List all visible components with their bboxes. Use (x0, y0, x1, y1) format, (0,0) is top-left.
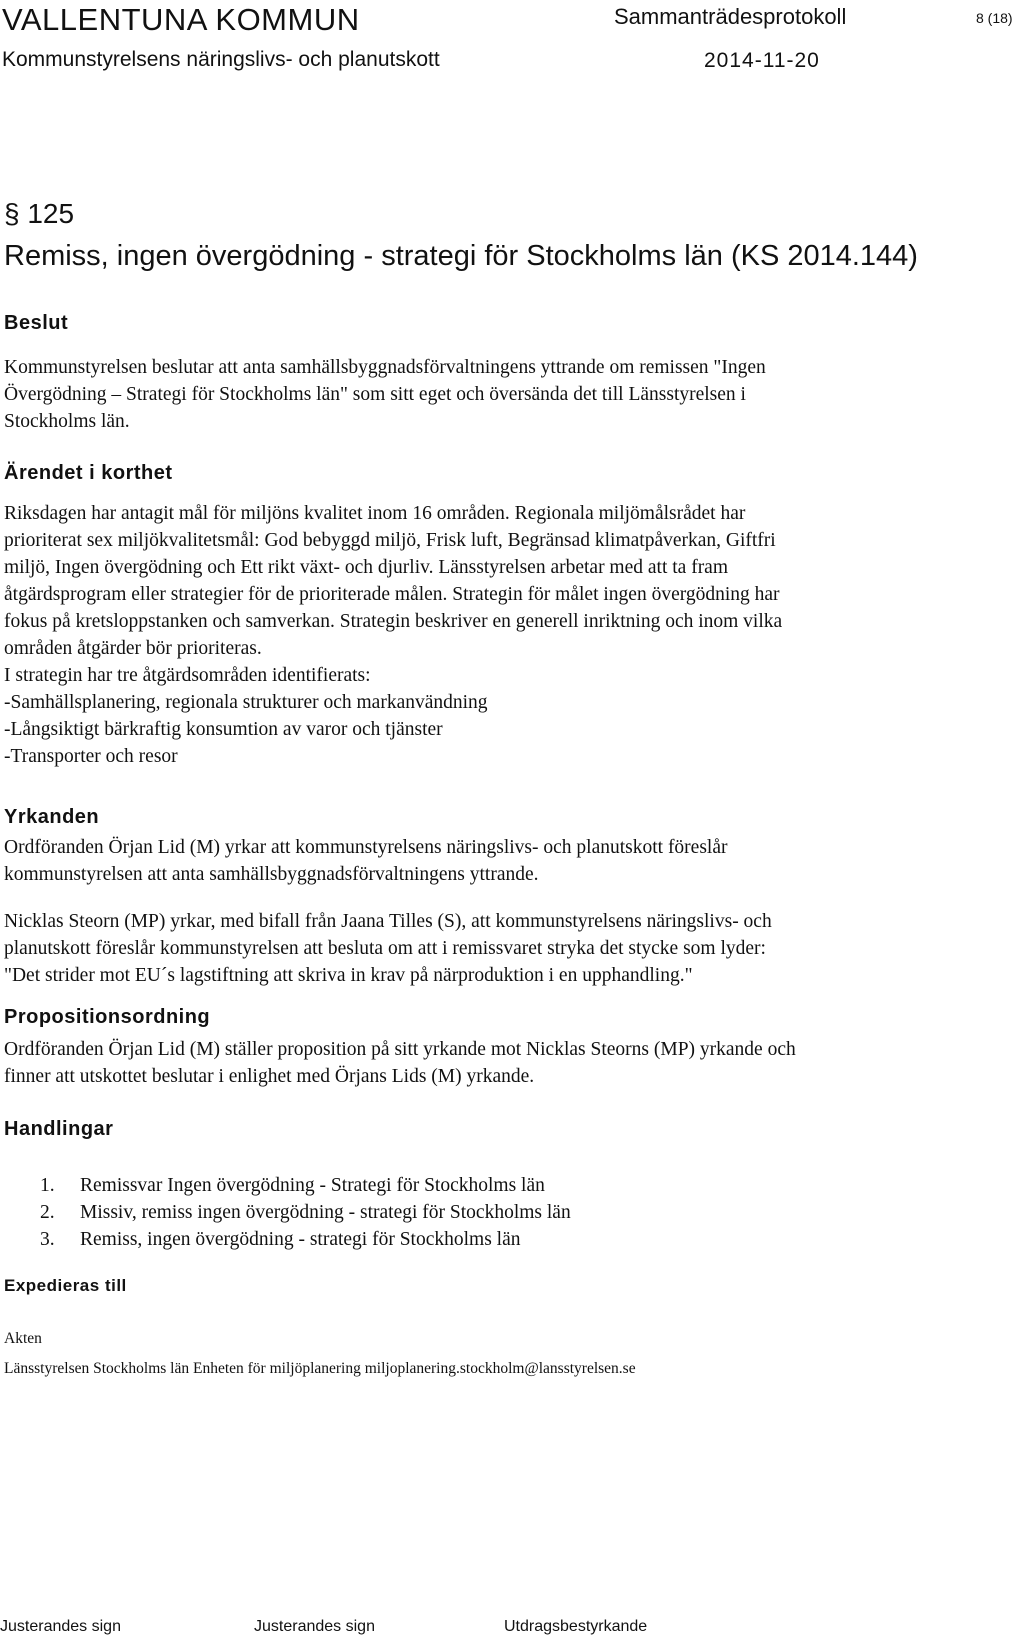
page-number: 8 (18) (976, 10, 1013, 26)
text-line: kommunstyrelsen att anta samhällsbyggnadsförvaltningens yttrande. (4, 864, 539, 885)
recipient-akten: Akten (4, 1330, 42, 1347)
yrkanden-text-1 (4, 834, 994, 888)
list-text: Remiss, ingen övergödning - strategi för Stockholms län (80, 1229, 521, 1250)
text-line: finner att utskottet beslutar i enlighet med Örjans Lids (M) yrkande. (4, 1066, 535, 1087)
text-line: "Det strider mot EU´s lagstiftning att skriva in krav på närproduktion i en upphandling." (4, 965, 693, 986)
heading-yrkanden: Yrkanden (4, 806, 100, 828)
text-line: I strategin har tre åtgärdsområden identifierats: (4, 665, 371, 686)
committee-name: Kommunstyrelsens näringslivs- och planutskott (2, 48, 440, 71)
text-line: Ordföranden Örjan Lid (M) ställer proposition på sitt yrkande mot Nicklas Steorns (MP) yrkande och (4, 1039, 796, 1060)
list-item (40, 1199, 571, 1226)
meeting-date: 2014-11-20 (704, 49, 820, 72)
text-line: Nicklas Steorn (MP) yrkar, med bifall från Jaana Tilles (S), att kommunstyrelsens näringslivs- och (4, 911, 772, 932)
signature-label-1: Justerandes sign (0, 1618, 121, 1635)
yrkanden-text-2 (4, 908, 994, 989)
heading-handlingar: Handlingar (4, 1118, 114, 1140)
extract-certification-label: Utdragsbestyrkande (504, 1618, 648, 1635)
text-line: -Långsiktigt bärkraftig konsumtion av varor och tjänster (4, 719, 443, 740)
propositionsordning-text (4, 1036, 994, 1090)
text-line: -Transporter och resor (4, 746, 178, 767)
list-text: Missiv, remiss ingen övergödning - strategi för Stockholms län (80, 1202, 571, 1223)
document-type: Sammanträdesprotokoll (614, 4, 847, 29)
arendet-text (4, 500, 994, 770)
list-item (40, 1172, 571, 1199)
text-line: miljö, Ingen övergödning och Ett rikt växt- och djurliv. Länsstyrelsen arbetar med att ta fram (4, 557, 729, 578)
beslut-text (4, 354, 994, 435)
heading-expedieras: Expedieras till (4, 1276, 127, 1295)
text-line: Ordföranden Örjan Lid (M) yrkar att kommunstyrelsens näringslivs- och planutskott föreslår (4, 837, 728, 858)
list-number: 3. (40, 1229, 55, 1250)
heading-propositionsordning: Propositionsordning (4, 1006, 211, 1028)
heading-arendet: Ärendet i korthet (4, 462, 173, 484)
text-line: Övergödning – Strategi för Stockholms län" som sitt eget och översända det till Länsstyrelsen i (4, 384, 746, 405)
text-line: områden åtgärder bör prioriteras. (4, 638, 262, 659)
list-item (40, 1226, 571, 1253)
recipient-lansstyrelsen: Länsstyrelsen Stockholms län Enheten för miljöplanering miljoplanering.stockholm@lansstyrelsen.se (4, 1360, 636, 1377)
section-title: Remiss, ingen övergödning - strategi för Stockholms län (KS 2014.144) (4, 240, 918, 272)
organization-name: VALLENTUNA KOMMUN (2, 2, 360, 37)
heading-beslut: Beslut (4, 312, 69, 334)
text-line: planutskott föreslår kommunstyrelsen att besluta om att i remissvaret stryka det stycke som lyder: (4, 938, 766, 959)
text-line: åtgärdsprogram eller strategier för de prioriterade målen. Strategin för målet ingen övergödning har (4, 584, 780, 605)
list-number: 1. (40, 1175, 55, 1196)
text-line: Stockholms län. (4, 411, 130, 432)
text-line: fokus på kretsloppstanken och samverkan. Strategin beskriver en generell inriktning och inom vilka (4, 611, 783, 632)
list-number: 2. (40, 1202, 55, 1223)
signature-label-2: Justerandes sign (254, 1618, 375, 1635)
text-line: Kommunstyrelsen beslutar att anta samhällsbyggnadsförvaltningens yttrande om remissen "Ingen (4, 357, 766, 378)
handlingar-list (40, 1172, 571, 1253)
paragraph-number: § 125 (4, 198, 75, 229)
text-line: Riksdagen har antagit mål för miljöns kvalitet inom 16 områden. Regionala miljömålsrådet har (4, 503, 746, 524)
text-line: -Samhällsplanering, regionala strukturer och markanvändning (4, 692, 488, 713)
text-line: prioriterat sex miljökvalitetsmål: God bebyggd miljö, Frisk luft, Begränsad klimatpåverkan, Giftfri (4, 530, 776, 551)
list-text: Remissvar Ingen övergödning - Strategi för Stockholms län (80, 1175, 545, 1196)
